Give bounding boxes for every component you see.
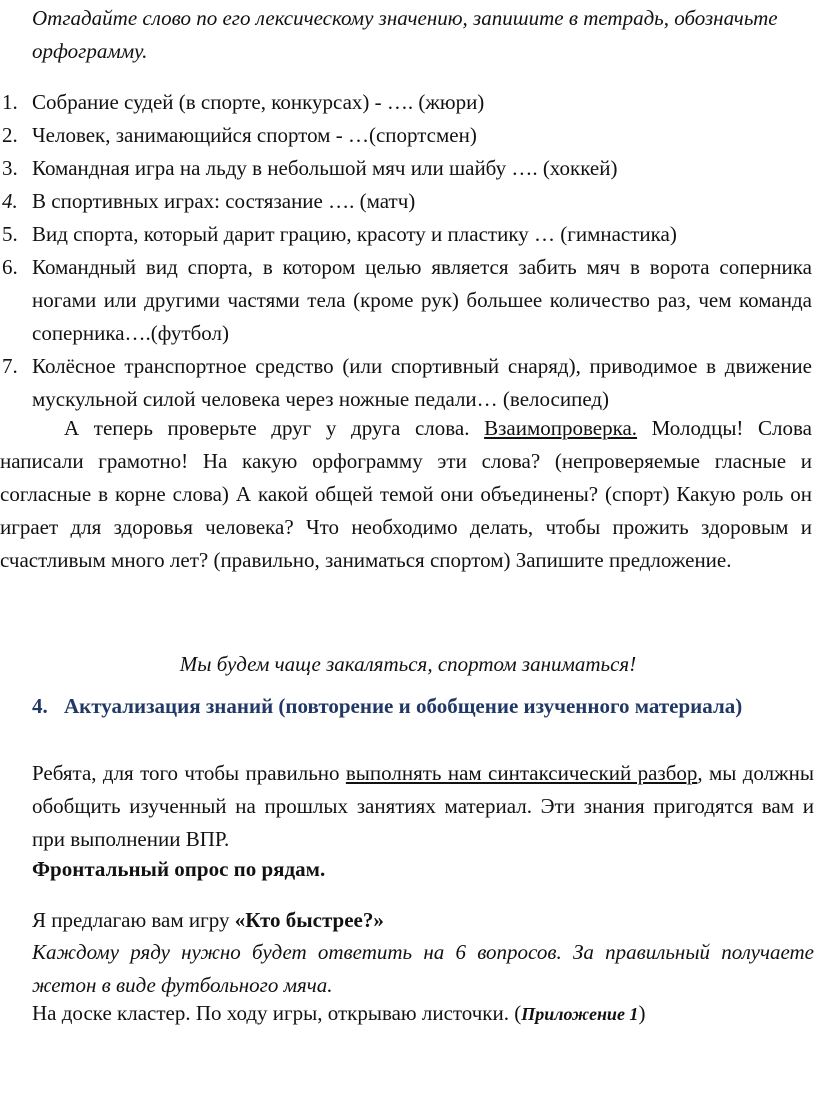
task-text: Колёсное транспортное средство (или спортивный снаряд), приводимое в движение мускульной силой человека через ножные педали… (велосипед) xyxy=(32,354,812,411)
task-text: Вид спорта, который дарит грацию, красоту и пластику … (гимнастика) xyxy=(32,222,677,246)
task-item xyxy=(0,218,816,251)
task-item xyxy=(0,350,816,416)
board-close: ) xyxy=(638,1001,646,1025)
task-number: 7. xyxy=(2,354,18,378)
section-number: 4. xyxy=(32,694,48,718)
task-text: Собрание судей (в спорте, конкурсах) - …. (жюри) xyxy=(32,90,485,114)
appendix-reference: Приложение 1 xyxy=(521,1004,639,1024)
task-number: 1. xyxy=(2,90,18,114)
syntax-rest: , мы должны обобщить изученный на прошлых занятиях материал. Эти знания пригодятся вам и при выполнении ВПР. xyxy=(32,761,814,851)
syntax-paragraph xyxy=(32,757,814,856)
task-text: В спортивных играх: состязание …. (матч) xyxy=(32,189,416,213)
task-text: Командная игра на льду в небольшой мяч или шайбу …. (хоккей) xyxy=(32,156,618,180)
task-number: 5. xyxy=(2,222,18,246)
task-number: 3. xyxy=(2,156,18,180)
board-text: На доске кластер. По ходу игры, открываю листочки. ( xyxy=(32,1001,522,1025)
intro-instruction: Отгадайте слово по его лексическому значению, запишите в тетрадь, обозначьте орфограмму. xyxy=(32,6,778,63)
task-item xyxy=(0,251,816,350)
syntax-intro: Ребята, для того чтобы правильно xyxy=(32,761,346,785)
section-title: Актуализация знаний (повторение и обобщение изученного материала) xyxy=(64,694,743,718)
task-number: 6. xyxy=(2,255,18,279)
game-intro xyxy=(32,904,814,937)
task-number: 2. xyxy=(2,123,18,147)
frontal-survey-heading: Фронтальный опрос по рядам. xyxy=(32,857,326,881)
peer-check-underlined: Взаимопроверка. xyxy=(484,416,638,440)
task-item xyxy=(0,185,816,218)
task-text: Командный вид спорта, в котором целью является забить мяч в ворота соперника ногами или другими частями тела (кроме рук) большее количество раз, чем команда соперника….(футбол) xyxy=(32,255,812,345)
board-cluster-line xyxy=(32,997,814,1031)
game-intro-text: Я предлагаю вам игру xyxy=(32,908,235,932)
task-list xyxy=(0,86,816,416)
game-name: «Кто быстрее?» xyxy=(234,908,384,932)
task-item xyxy=(0,152,816,185)
task-item xyxy=(0,86,816,119)
peer-check-paragraph xyxy=(0,412,812,577)
peer-check-rest: Молодцы! Слова написали грамотно! На какую орфограмму эти слова? (непроверяемые гласные и согласные в корне слова) А какой общей темой они объединены? (спорт) Какую роль он играет для здоровья человека? Что необходимо делать, чтобы прожить здоровым и счастливым много лет? (правильно, заниматься спортом) Запишите предложение. xyxy=(0,416,812,572)
section-heading xyxy=(32,690,792,723)
task-text: Человек, занимающийся спортом - …(спортсмен) xyxy=(32,123,477,147)
motto-sentence: Мы будем чаще закаляться, спортом заниматься! xyxy=(179,652,637,676)
syntax-underlined: выполнять нам синтаксический разбор xyxy=(345,761,698,785)
task-number: 4. xyxy=(2,189,18,213)
peer-check-intro: А теперь проверьте друг у друга слова. xyxy=(64,416,485,440)
task-item xyxy=(0,119,816,152)
game-description: Каждому ряду нужно будет ответить на 6 вопросов. За правильный получаете жетон в виде футбольного мяча. xyxy=(32,940,814,997)
